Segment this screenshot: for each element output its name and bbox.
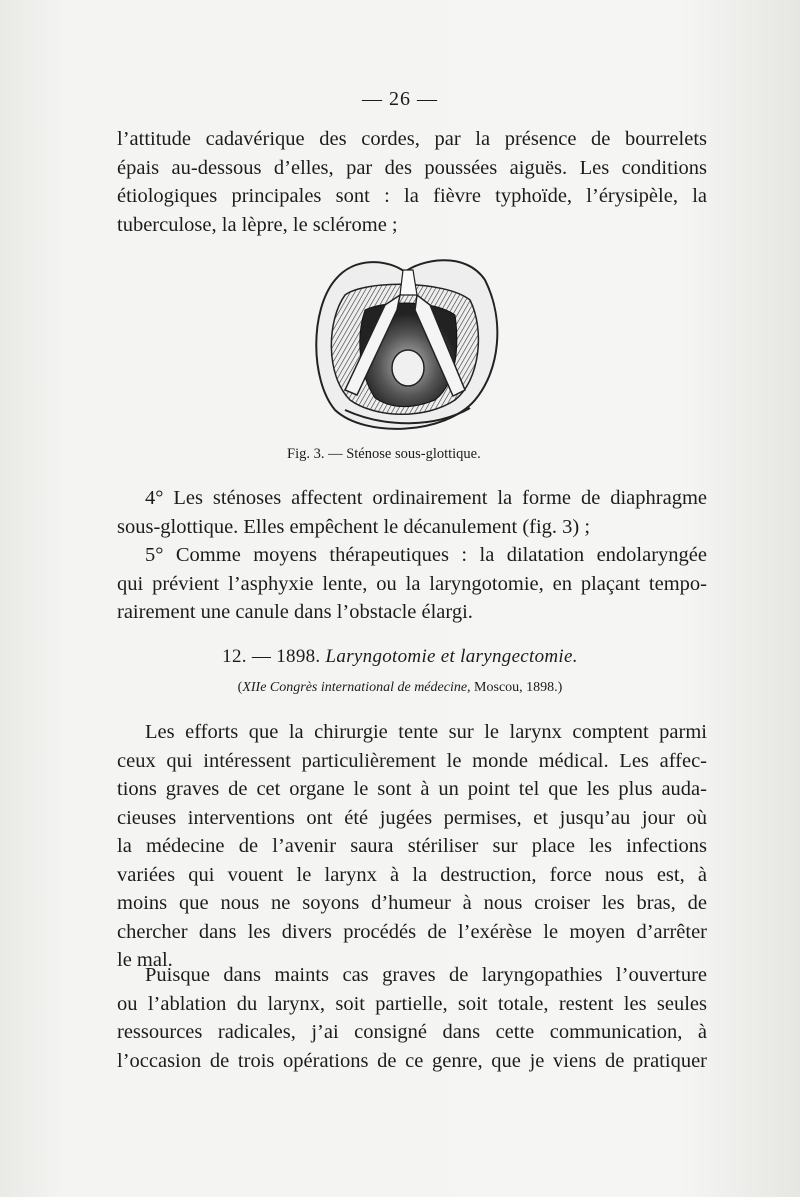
text-line: 4° Les sténoses affectent ordinairement la forme de diaphragme (145, 487, 707, 509)
section-heading (0, 646, 800, 668)
text-line: l’occasion de trois opérations de ce genre, que je viens de pratiquer (117, 1049, 707, 1072)
text-line: Puisque dans maints cas graves de laryngopathies l’ouverture (145, 964, 707, 986)
text-line: rairement une canule dans l’obstacle élargi. (117, 601, 473, 623)
page-number: — 26 — (362, 88, 438, 110)
text-line: l’attitude cadavérique des cordes, par la présence de bourrelets (117, 128, 707, 150)
source-italic: XIIe Congrès international de médecine, (242, 680, 471, 695)
paragraph-4 (117, 718, 707, 975)
text-line: épais au-dessous d’elles, par des poussées aiguës. Les conditions (117, 156, 707, 179)
text-line: qui prévient l’asphyxie lente, ou la laryngotomie, en plaçant tempo- (117, 572, 707, 595)
text-line: ou l’ablation du larynx, soit partielle, soit totale, restent les seules (117, 992, 707, 1015)
text-line: moins que nous ne soyons d’humeur à nous croiser les bras, de (117, 892, 707, 914)
text-line: tions graves de cet organe le sont à un point tel que les plus auda- (117, 778, 707, 800)
section-source (0, 680, 800, 696)
text-line: le mal. (117, 949, 173, 971)
text-line: cieuses interventions ont été jugées permises, et jusqu’au jour où (117, 806, 707, 829)
text-line: ressources radicales, j’ai consigné dans cette communication, à (117, 1021, 707, 1043)
text-line: Les efforts que la chirurgie tente sur le larynx comptent parmi (145, 721, 707, 743)
paragraph-1 (117, 125, 707, 239)
figure-caption: Fig. 3. — Sténose sous-glottique. (287, 446, 481, 462)
section-number: 12. — 1898. (222, 646, 321, 667)
text-line: la médecine de l’avenir saura stériliser sur place les infections (117, 835, 707, 857)
paragraph-3 (117, 541, 707, 627)
section-title: Laryngotomie et laryngectomie. (325, 646, 578, 667)
text-line: sous-glottique. Elles empêchent le décanulement (fig. 3) ; (117, 515, 591, 538)
larynx-illustration (305, 250, 505, 440)
text-line: 5° Comme moyens thérapeutiques : la dilatation endolaryngée (145, 544, 707, 566)
paragraph-2 (117, 484, 707, 541)
source-rest: Moscou, 1898.) (470, 680, 563, 695)
source-prefix: ( (237, 680, 243, 695)
paragraph-5 (117, 961, 707, 1075)
text-line: tuberculose, la lèpre, le sclérome ; (117, 213, 398, 236)
text-line: variées qui vouent le larynx à la destruction, force nous est, à (117, 863, 707, 886)
larynx-drawing (305, 250, 505, 440)
text-line: étiologiques principales sont : la fièvre typhoïde, l’érysipèle, la (117, 185, 707, 207)
text-line: ceux qui intéressent particulièrement le monde médical. Les affec- (117, 749, 707, 772)
text-line: chercher dans les divers procédés de l’exérèse le moyen d’arrêter (117, 920, 707, 943)
